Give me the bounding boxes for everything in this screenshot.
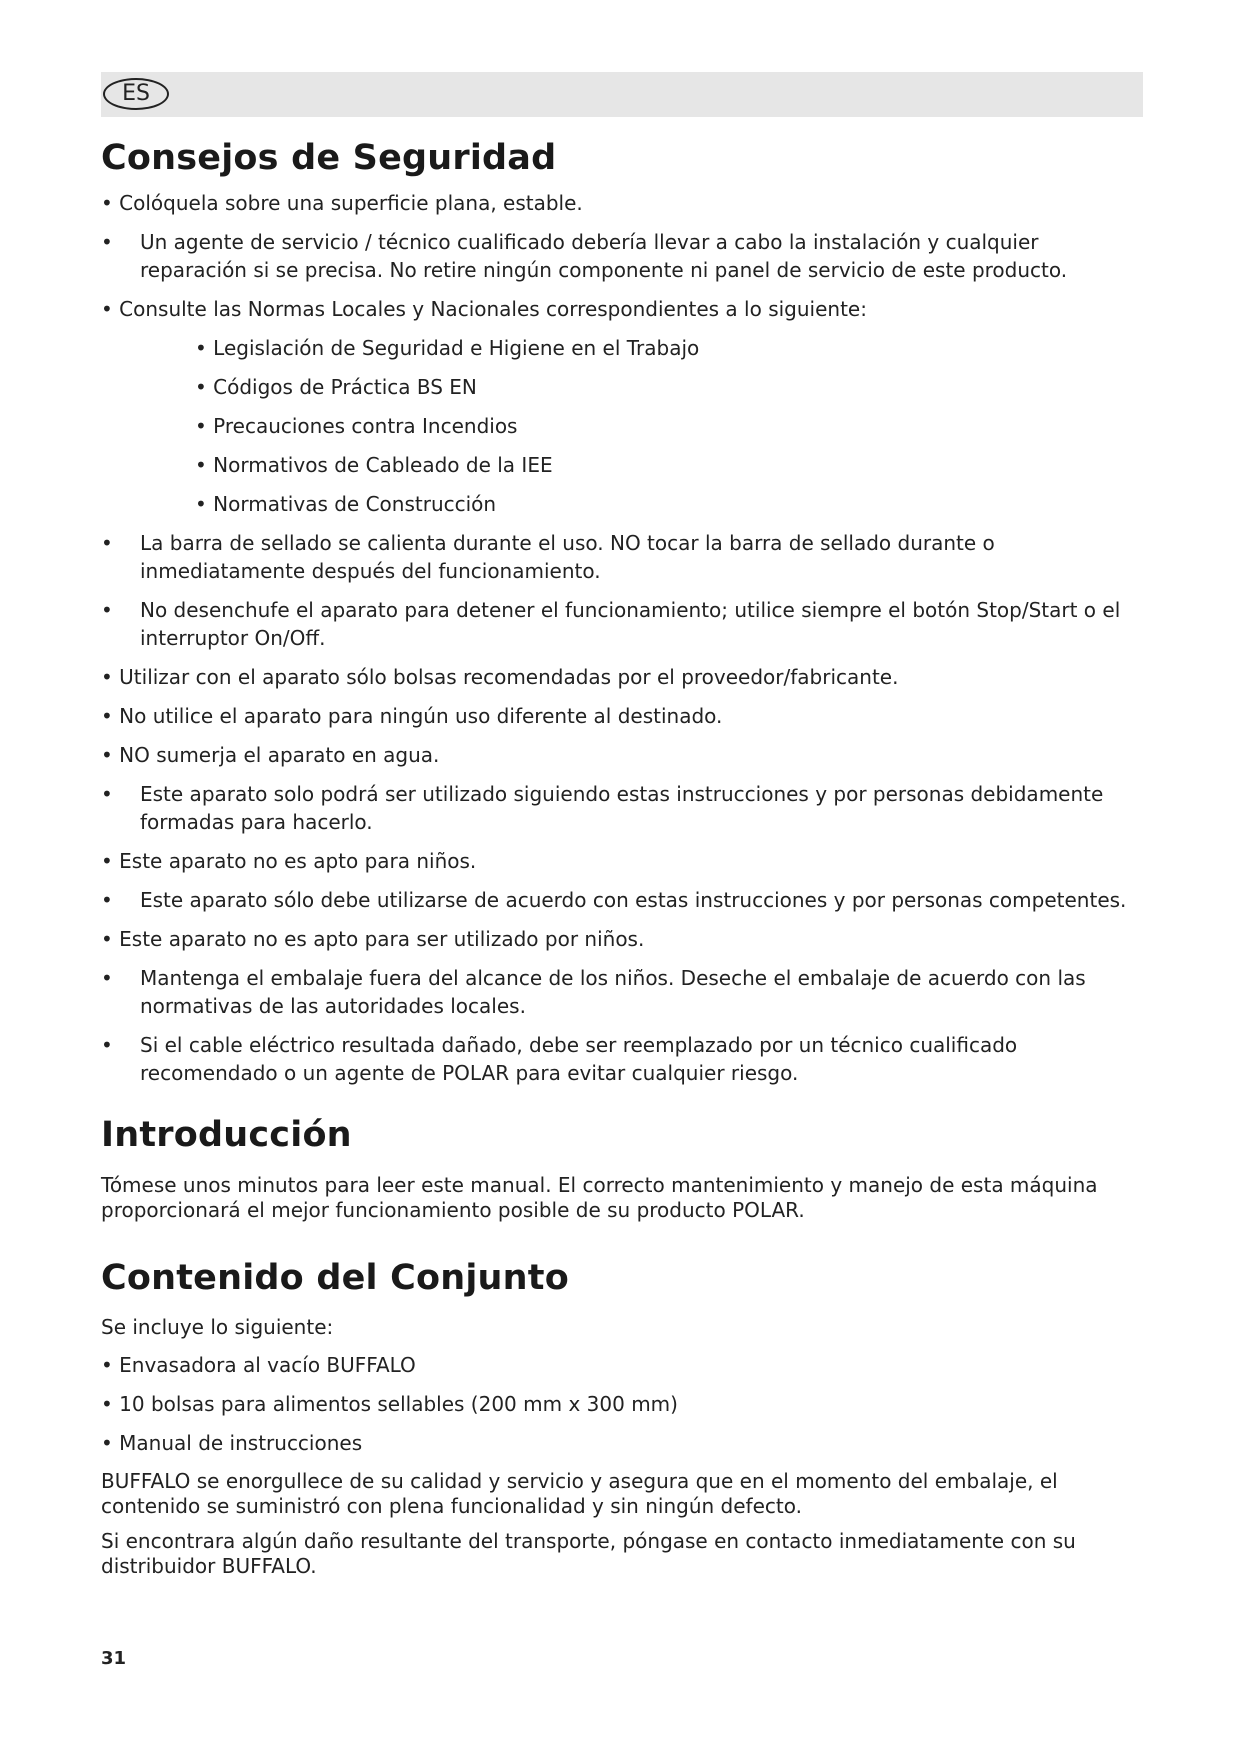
list-item: • Este aparato no es apto para niños. [101,847,1143,875]
safety-heading: Consejos de Seguridad [101,138,557,178]
list-item: • Este aparato solo podrá ser utilizado siguiendo estas instrucciones y por personas debidamente formadas para hacerlo. [101,780,1143,836]
list-item: • Este aparato no es apto para ser utilizado por niños. [101,925,1143,953]
list-item: • Envasadora al vacío BUFFALO [101,1351,1143,1379]
list-item: • Utilizar con el aparato sólo bolsas recomendadas por el proveedor/fabricante. [101,663,1143,691]
sub-list-item: • Códigos de Práctica BS EN [101,373,1143,401]
list-item: • 10 bolsas para alimentos sellables (200 mm x 300 mm) [101,1390,1143,1418]
sub-list-item: • Normativos de Cableado de la IEE [101,451,1143,479]
list-item: • Mantenga el embalaje fuera del alcance de los niños. Deseche el embalaje de acuerdo con las normativas de las autoridades locales. [101,964,1143,1020]
intro-heading: Introducción [101,1115,352,1155]
language-bar [101,72,1143,117]
contents-note-quality: BUFFALO se enorgullece de su calidad y servicio y asegura que en el momento del embalaje, el contenido se suministró con plena funcionalidad y sin ningún defecto. [101,1469,1058,1518]
page-content [101,138,1143,1579]
page-number: 31 [101,1648,127,1669]
list-item: • No desenchufe el aparato para detener el funcionamiento; utilice siempre el botón Stop/Start o el interruptor On/Off. [101,596,1143,652]
list-item: • La barra de sellado se calienta durante el uso. NO tocar la barra de sellado durante o inmediatamente después del funcionamiento. [101,529,1143,585]
contents-lead: Se incluye lo siguiente: [101,1315,334,1339]
list-item: • No utilice el aparato para ningún uso diferente al destinado. [101,702,1143,730]
sub-list-item: • Precauciones contra Incendios [101,412,1143,440]
list-item: • Este aparato sólo debe utilizarse de acuerdo con estas instrucciones y por personas competentes. [101,886,1143,914]
list-item: • Manual de instrucciones [101,1429,1143,1457]
list-item: • Colóquela sobre una superficie plana, estable. [101,189,1143,217]
list-item: • Si el cable eléctrico resultada dañado, debe ser reemplazado por un técnico cualificado recomendado o un agente de POLAR para evitar cualquier riesgo. [101,1031,1143,1087]
list-item: • Un agente de servicio / técnico cualificado debería llevar a cabo la instalación y cualquier reparación si se precisa. No retire ningún componente ni panel de servicio de este producto. [101,228,1143,284]
contents-heading: Contenido del Conjunto [101,1258,569,1298]
safety-list [101,189,1143,1087]
intro-text: Tómese unos minutos para leer este manual. El correcto mantenimiento y manejo de esta máquina proporcionará el mejor funcionamiento posible de su producto POLAR. [101,1173,1098,1222]
contents-list [101,1351,1143,1457]
language-badge: ES [103,78,169,110]
list-item: • Consulte las Normas Locales y Nacionales correspondientes a lo siguiente: [101,295,1143,323]
sub-list-item: • Legislación de Seguridad e Higiene en el Trabajo [101,334,1143,362]
sub-list-item: • Normativas de Construcción [101,490,1143,518]
list-item: • NO sumerja el aparato en agua. [101,741,1143,769]
contents-note-damage: Si encontrara algún daño resultante del transporte, póngase en contacto inmediatamente con su distribuidor BUFFALO. [101,1529,1076,1578]
